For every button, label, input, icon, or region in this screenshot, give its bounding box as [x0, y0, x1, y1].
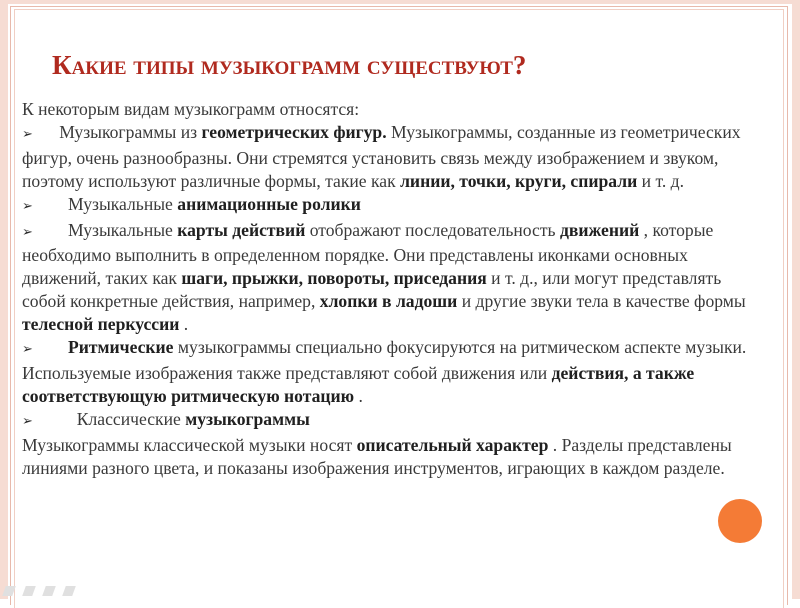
nav-menu-icon: [42, 586, 56, 596]
text-segment: Музыкальные: [68, 193, 178, 214]
decorative-orange-circle: [718, 499, 762, 543]
bold-segment: музыкограммы: [185, 408, 310, 429]
nav-arrow-icon: [2, 586, 16, 596]
bold-segment: описательный характер: [356, 434, 549, 455]
text-segment: Классические: [76, 408, 186, 429]
slide-body: [22, 98, 760, 480]
list-item-action-maps: [22, 219, 760, 337]
list-item-geometric: [22, 121, 760, 193]
bold-segment: линии, точки, круги, спирали: [400, 170, 638, 191]
text-segment: .: [354, 385, 363, 406]
bold-segment: геометрических фигур.: [201, 121, 387, 142]
list-item-rhythmic: [22, 336, 760, 408]
list-item-classical: [22, 408, 760, 434]
text-segment: отображают последовательность: [305, 219, 560, 240]
text-segment: Музыкограммы из: [59, 121, 202, 142]
bold-segment: движений: [559, 219, 640, 240]
text-segment: . Разделы представлены линиями разного цвета, и показаны изображения инструментов, играющих в каждом разделе.: [22, 434, 732, 478]
bold-segment: карты действий: [177, 219, 306, 240]
text-segment: Музыкальные: [68, 219, 178, 240]
arrow-bullet-icon: ➢: [22, 198, 33, 214]
bold-segment: Ритмические: [68, 337, 174, 358]
text-segment: Музыкограммы классической музыки носят: [22, 434, 357, 455]
arrow-bullet-icon: ➢: [22, 413, 33, 429]
text-segment: Музыкограммы, созданные из геометрических фигур, очень разнообразны. Они стремятся установить связь между изображением и звуком, поэтому используют различные формы, такие как: [22, 121, 741, 191]
text-segment: .: [179, 314, 189, 335]
bold-segment: действия, а также соответствующую ритмическую нотацию: [22, 362, 695, 406]
text-segment: и т. д., или могут представлять собой конкретные действия, например,: [22, 268, 722, 312]
nav-arrow-icon: [62, 586, 76, 596]
text-segment: и другие звуки тела в качестве формы: [457, 291, 746, 312]
arrow-bullet-icon: ➢: [22, 342, 33, 358]
bold-segment: телесной перкуссии: [22, 314, 180, 335]
intro-text: К некоторым видам музыкограмм относятся:: [22, 99, 360, 119]
arrow-bullet-icon: ➢: [22, 224, 33, 240]
list-item-animation: [22, 193, 760, 219]
text-segment: , которые необходимо выполнить в определенном порядке. Они представлены иконками основных движений, таких как: [22, 219, 714, 289]
nav-pen-icon: [22, 586, 36, 596]
closing-paragraph: [22, 434, 760, 480]
bold-segment: анимационные ролики: [177, 193, 361, 214]
bold-segment: шаги, прыжки, повороты, приседания: [181, 268, 487, 289]
slide-nav-controls: [4, 586, 74, 596]
bold-segment: хлопки в ладоши: [319, 291, 458, 312]
text-segment: и т. д.: [637, 170, 684, 191]
arrow-bullet-icon: ➢: [22, 126, 33, 142]
text-segment: музыкограммы специально фокусируются на ритмическом аспекте музыки. Используемые изображения также представляют собой движения или: [22, 337, 747, 383]
slide-title: Какие типы музыкограмм существуют?: [52, 50, 527, 80]
